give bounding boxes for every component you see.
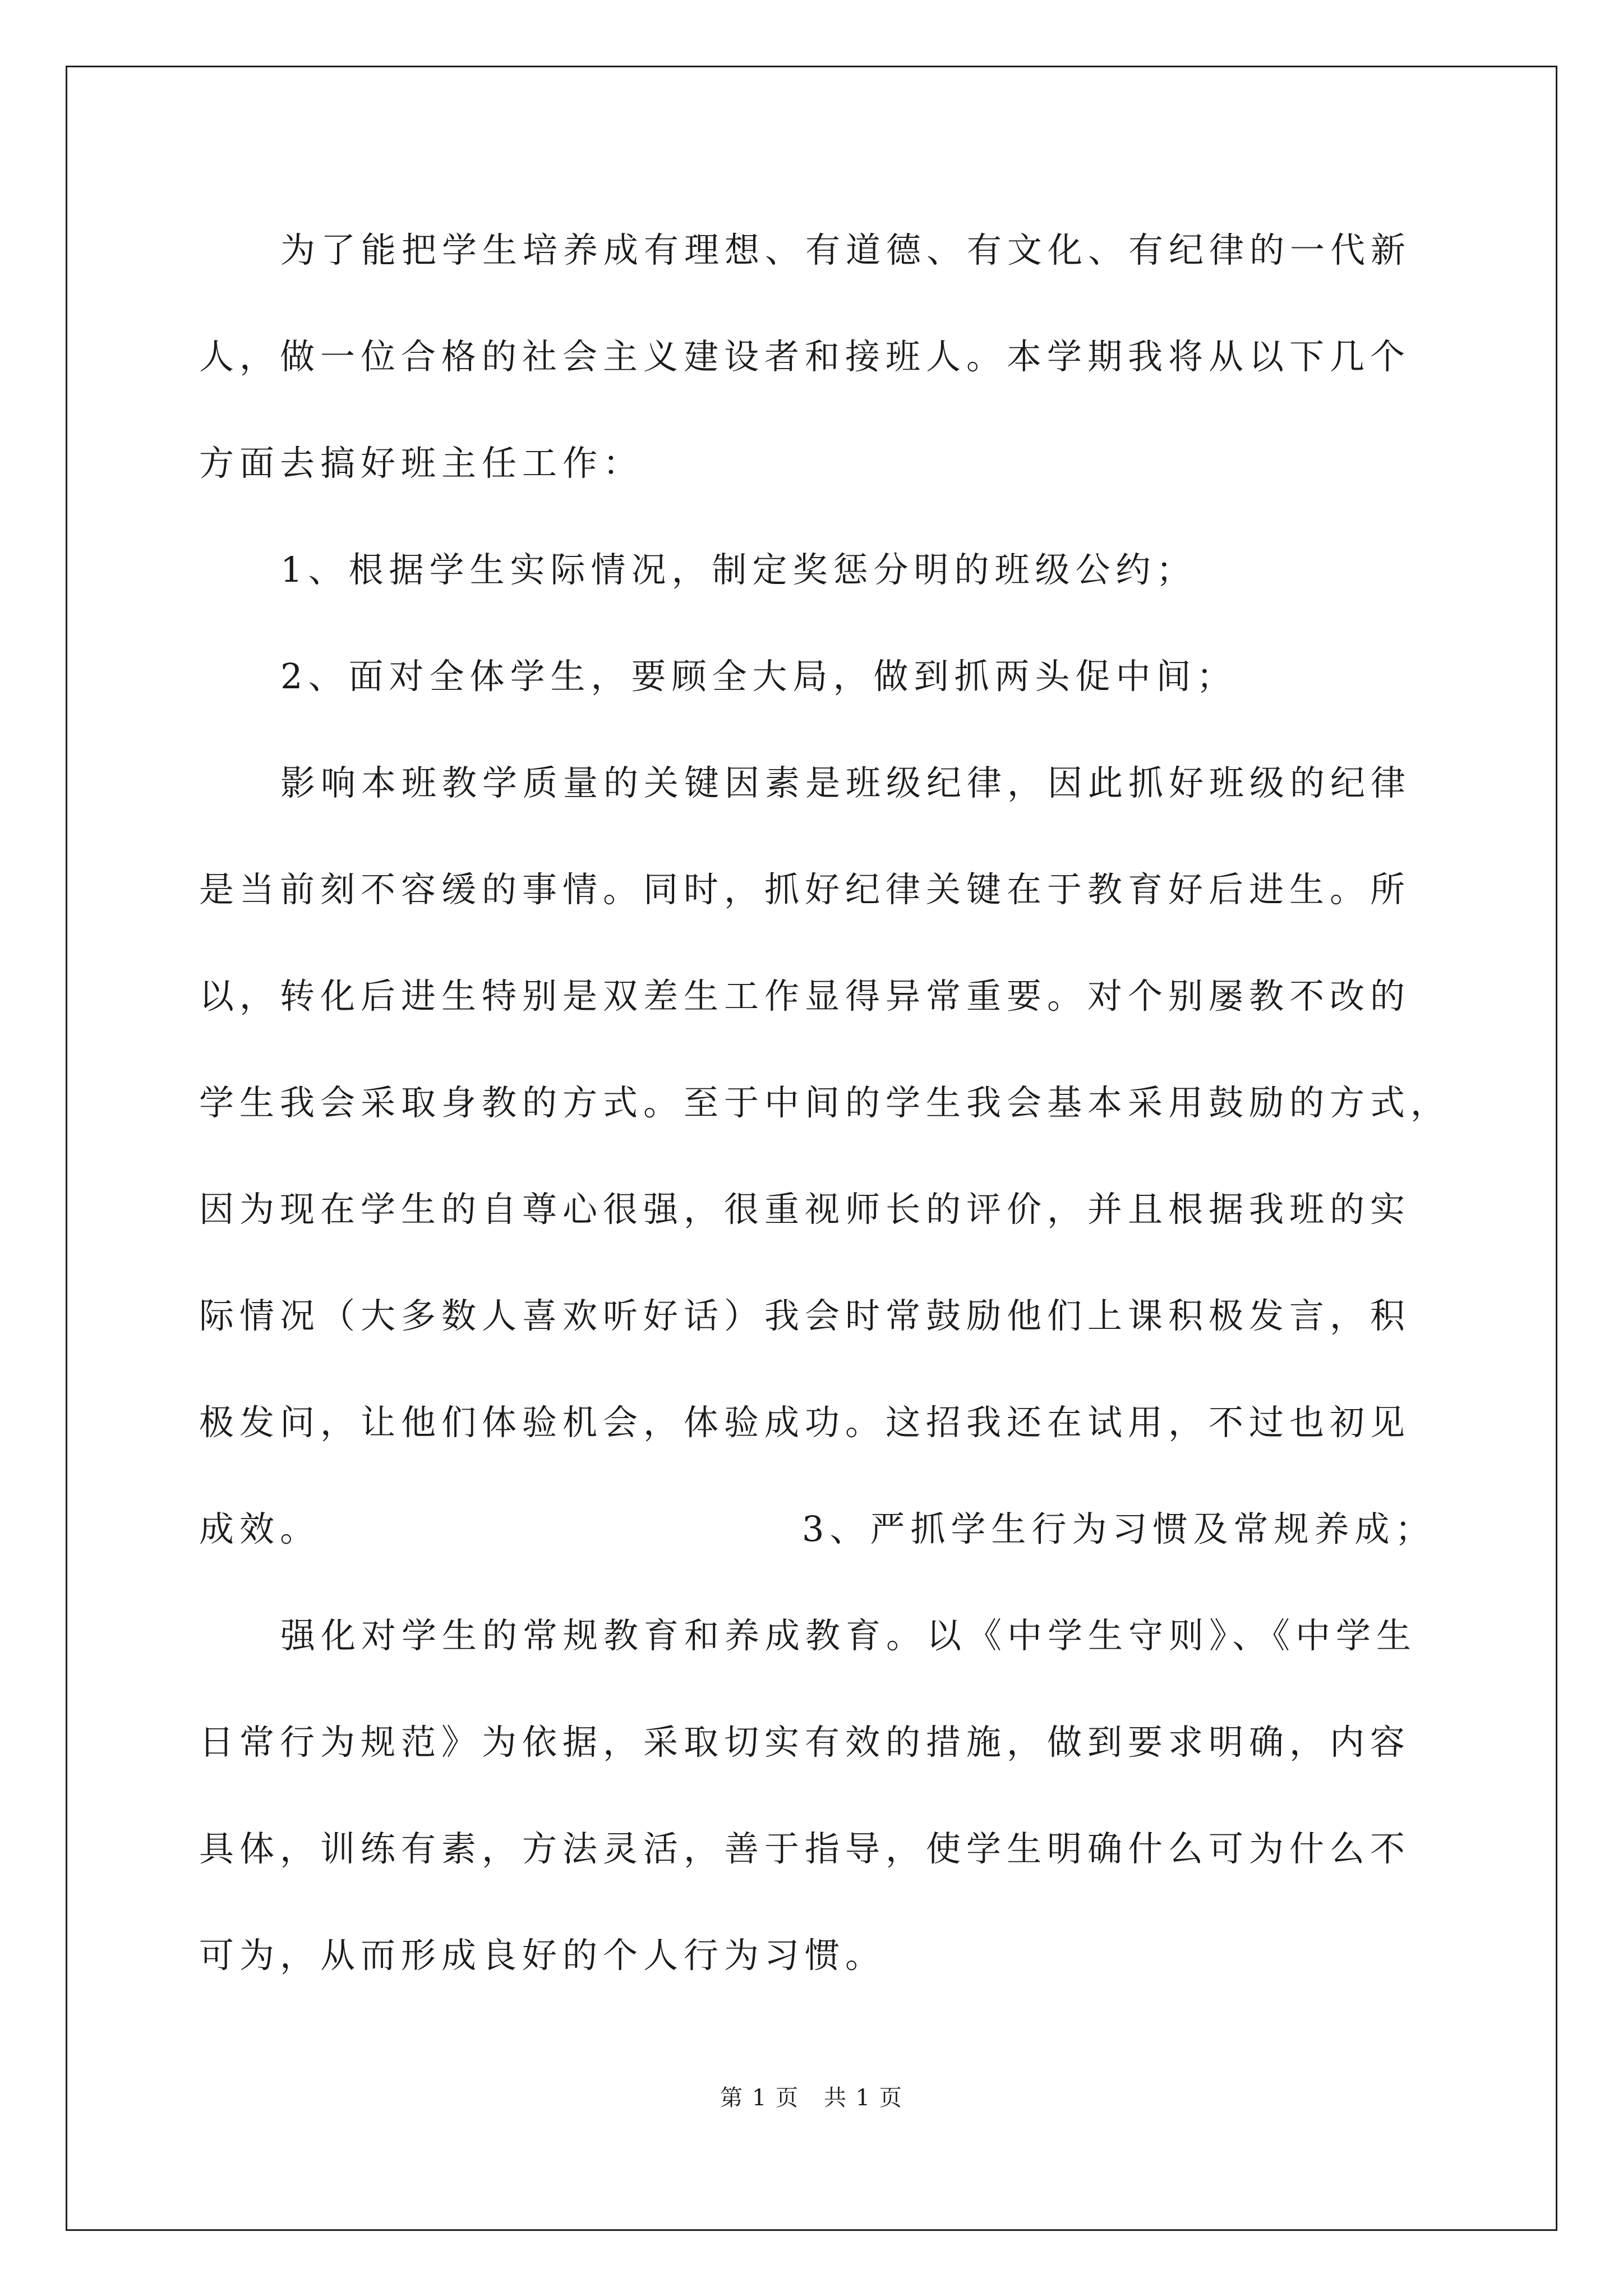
paragraph-line: 学生我会采取身教的方式。至于中间的学生我会基本采用鼓励的方式， [199, 1082, 1451, 1123]
paragraph-line: 人，做一位合格的社会主义建设者和接班人。本学期我将从以下几个 [199, 336, 1411, 377]
page-footer [0, 2084, 1623, 2112]
paragraph-line: 日常行为规范》为依据，采取切实有效的措施，做到要求明确，内容 [199, 1722, 1411, 1763]
paragraph-line: 为了能把学生培养成有理想、有道德、有文化、有纪律的一代新 [280, 229, 1412, 270]
list-item: 2、面对全体学生，要顾全大局，做到抓两头促中间； [280, 656, 1237, 697]
page-number: 第 1 页 [720, 2085, 799, 2111]
paragraph-line: 方面去搞好班主任工作： [199, 443, 644, 484]
paragraph-line [199, 1507, 1436, 1552]
page-total: 共 1 页 [824, 2085, 903, 2111]
paragraph-line: 极发问，让他们体验机会，体验成功。这招我还在试用，不过也初见 [199, 1402, 1411, 1443]
paragraph-text: 成效。 [199, 1508, 321, 1549]
list-item: 1、根据学生实际情况，制定奖惩分明的班级公约； [280, 549, 1197, 590]
paragraph-line: 以，转化后进生特别是双差生工作显得异常重要。对个别屡教不改的 [199, 976, 1411, 1016]
paragraph-line: 具体，训练有素，方法灵活，善于指导，使学生明确什么可为什么不 [199, 1828, 1411, 1869]
paragraph-line: 际情况（大多数人喜欢听好话）我会时常鼓励他们上课积极发言，积 [199, 1295, 1411, 1336]
paragraph-line: 影响本班教学质量的关键因素是班级纪律，因此抓好班级的纪律 [280, 762, 1412, 803]
section-heading: 3、严抓学生行为习惯及常规养成； [802, 1508, 1436, 1549]
paragraph-line: 可为，从而形成良好的个人行为习惯。 [199, 1935, 886, 1976]
paragraph-line: 是当前刻不容缓的事情。同时，抓好纪律关键在于教育好后进生。所 [199, 869, 1411, 910]
page-border [66, 66, 1557, 2231]
paragraph-line: 强化对学生的常规教育和养成教育。以《中学生守则》、《中学生 [280, 1615, 1417, 1656]
paragraph-line: 因为现在学生的自尊心很强，很重视师长的评价，并且根据我班的实 [199, 1189, 1411, 1230]
